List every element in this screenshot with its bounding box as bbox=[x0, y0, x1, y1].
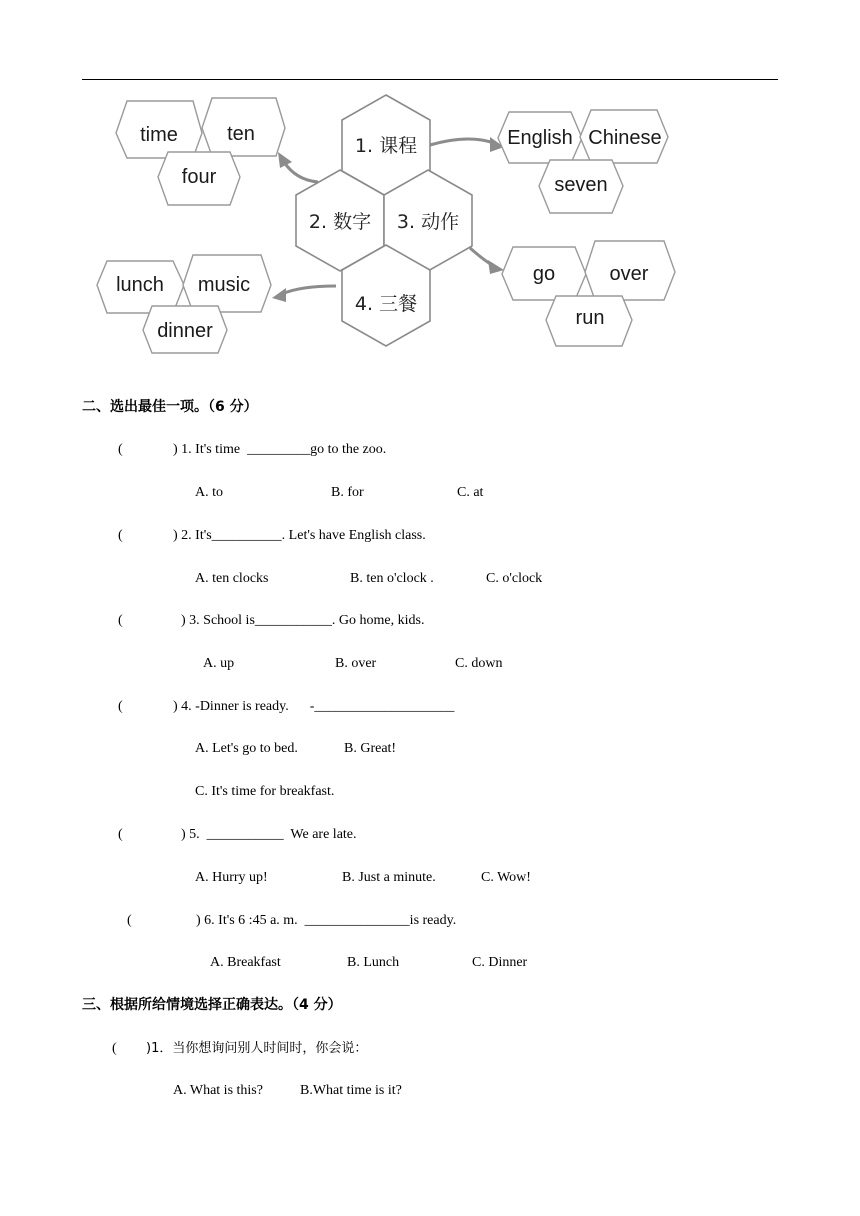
q4-stem: ) 4. -Dinner is ready. -____________________ bbox=[173, 699, 455, 714]
q6-paren[interactable]: ( bbox=[127, 913, 132, 928]
q2-stem: ) 2. It's__________. Let's have English class. bbox=[173, 528, 426, 543]
subjects-word-2: Chinese bbox=[588, 127, 662, 149]
hexagon-word-map bbox=[0, 0, 860, 380]
arrow-to-numbers bbox=[284, 162, 318, 182]
s3-q1-stem: )1．当你想询问别人时间时，你会说： bbox=[146, 1041, 368, 1056]
q5-stem: ) 5. ___________ We are late. bbox=[181, 827, 357, 842]
q6-option-a: A. Breakfast bbox=[210, 955, 281, 970]
meals-word-3: dinner bbox=[157, 320, 213, 342]
center-label-3: 3. 动作 bbox=[396, 211, 460, 233]
q6-stem: ) 6. It's 6 :45 a. m. _______________is ready. bbox=[196, 913, 457, 928]
q4-paren[interactable]: ( bbox=[118, 699, 123, 714]
q5-paren[interactable]: ( bbox=[118, 827, 123, 842]
meals-word-1: lunch bbox=[116, 274, 164, 296]
s3-q1-paren[interactable]: ( bbox=[112, 1041, 117, 1056]
q4-option-b: B. Great! bbox=[344, 741, 397, 756]
q3-option-c: C. down bbox=[455, 656, 503, 671]
actions-word-3: run bbox=[575, 307, 605, 329]
numbers-word-3: four bbox=[181, 166, 217, 188]
q5-option-a: A. Hurry up! bbox=[195, 870, 268, 885]
center-label-4: 4. 三餐 bbox=[354, 293, 418, 315]
q6-option-c: C. Dinner bbox=[472, 955, 528, 970]
q1-option-b: B. for bbox=[331, 485, 364, 500]
arrowhead-meals bbox=[272, 288, 286, 302]
q5-option-c: C. Wow! bbox=[481, 870, 531, 885]
subjects-word-3: seven bbox=[554, 174, 608, 196]
meals-word-2: music bbox=[197, 274, 251, 296]
arrow-to-meals bbox=[282, 286, 336, 294]
q1-option-c: C. at bbox=[457, 485, 484, 500]
actions-word-2: over bbox=[609, 263, 649, 285]
arrowhead-actions bbox=[488, 260, 504, 274]
q1-paren[interactable]: ( bbox=[118, 442, 123, 457]
q2-option-c: C. o'clock bbox=[486, 571, 543, 586]
q3-option-b: B. over bbox=[335, 656, 377, 671]
section3-heading: 三、根据所给情境选择正确表达。（4 分） bbox=[82, 997, 342, 1013]
actions-cluster bbox=[502, 241, 675, 346]
q2-option-b: B. ten o'clock . bbox=[350, 571, 434, 586]
q4-option-a: A. Let's go to bed. bbox=[195, 741, 298, 756]
actions-word-1: go bbox=[532, 263, 556, 285]
numbers-word-1: time bbox=[140, 124, 178, 146]
q2-paren[interactable]: ( bbox=[118, 528, 123, 543]
center-label-2: 2. 数字 bbox=[308, 211, 372, 233]
q2-option-a: A. ten clocks bbox=[195, 571, 269, 586]
numbers-word-2: ten bbox=[227, 123, 255, 145]
center-label-1: 1. 课程 bbox=[354, 135, 418, 157]
q1-option-a: A. to bbox=[195, 485, 223, 500]
q3-stem: ) 3. School is___________. Go home, kids. bbox=[181, 613, 425, 628]
q6-option-b: B. Lunch bbox=[347, 955, 400, 970]
q5-option-b: B. Just a minute. bbox=[342, 870, 436, 885]
subjects-word-1: English bbox=[507, 127, 573, 149]
meals-cluster bbox=[97, 255, 271, 353]
numbers-cluster bbox=[116, 98, 285, 205]
arrow-to-subjects bbox=[430, 139, 494, 145]
s3-q1-option-b: B.What time is it? bbox=[300, 1083, 402, 1098]
s3-q1-option-a: A. What is this? bbox=[173, 1083, 263, 1098]
q1-stem: ) 1. It's time _________go to the zoo. bbox=[173, 442, 387, 457]
q4-option-c: C. It's time for breakfast. bbox=[195, 784, 335, 799]
section2-heading: 二、选出最佳一项。（6 分） bbox=[82, 399, 258, 415]
q3-paren[interactable]: ( bbox=[118, 613, 123, 628]
subjects-cluster bbox=[498, 110, 668, 213]
q3-option-a: A. up bbox=[203, 656, 235, 671]
